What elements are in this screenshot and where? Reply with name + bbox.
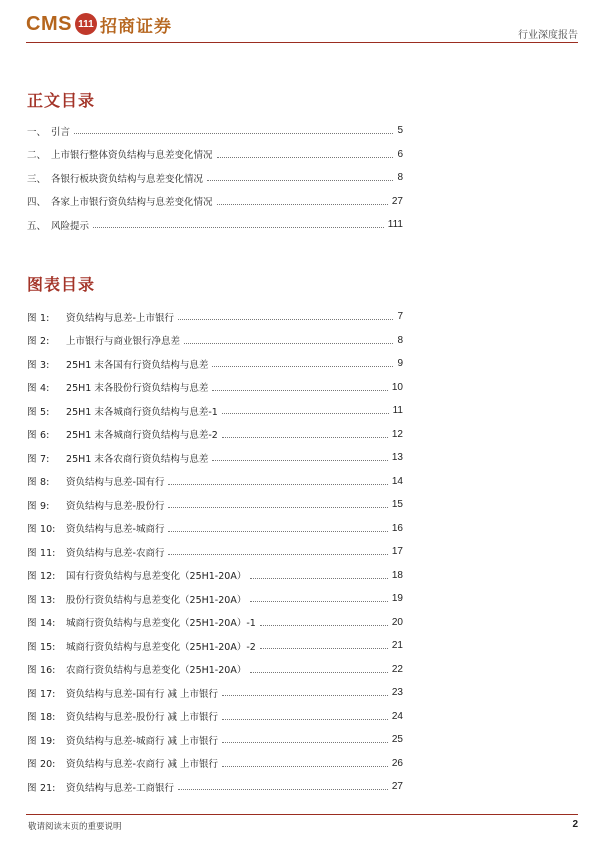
- toc-list: [27, 119, 403, 237]
- dot-leader: [207, 180, 393, 181]
- figure-label: 资负结构与息差-国有行: [66, 477, 165, 489]
- toc-number: 四、: [27, 197, 47, 209]
- figure-entry[interactable]: [27, 564, 403, 588]
- entry-label-group: [27, 592, 248, 606]
- page-ref: 8: [397, 334, 403, 346]
- entry-label-group: [27, 756, 220, 770]
- page-ref: 6: [397, 148, 403, 160]
- page-ref: 21: [391, 640, 403, 652]
- entry-label-group: [27, 709, 220, 723]
- figure-prefix: 图: [27, 688, 37, 700]
- figure-prefix: 图: [27, 712, 37, 724]
- figure-entry[interactable]: [27, 634, 403, 658]
- dot-leader: [260, 625, 388, 626]
- figure-entry[interactable]: [27, 470, 403, 494]
- figure-entry[interactable]: [27, 728, 403, 752]
- toc-number: 五、: [27, 220, 47, 232]
- figure-entry[interactable]: [27, 775, 403, 799]
- entry-label-group: [27, 474, 166, 488]
- figure-number: 17:: [40, 688, 56, 700]
- figure-number: 10:: [40, 524, 56, 536]
- figure-prefix: 图: [27, 618, 37, 630]
- figure-prefix: 图: [27, 406, 37, 418]
- toc-number: 三、: [27, 173, 47, 185]
- dot-leader: [212, 460, 388, 461]
- figure-prefix: 图: [27, 641, 37, 653]
- entry-label-group: [27, 521, 166, 535]
- dot-leader: [217, 157, 394, 158]
- entry-label-group: [27, 404, 220, 418]
- entry-label-group: [27, 686, 220, 700]
- dot-leader: [168, 531, 387, 532]
- entry-label-group: [27, 147, 215, 161]
- logo-latin-text: CMS: [26, 12, 72, 35]
- dot-leader: [168, 484, 387, 485]
- figure-label: 25H1 末各股份行资负结构与息差: [66, 383, 209, 395]
- page-ref: 25: [391, 734, 403, 746]
- figure-number: 11:: [40, 547, 56, 559]
- page-ref: 17: [391, 546, 403, 558]
- page-ref: 23: [391, 687, 403, 699]
- toc-label: 风险提示: [51, 220, 90, 232]
- figure-entry[interactable]: [27, 329, 403, 353]
- figure-prefix: 图: [27, 359, 37, 371]
- page-ref: 10: [391, 381, 403, 393]
- toc-label: 上市银行整体资负结构与息差变化情况: [51, 150, 213, 162]
- page-ref: 12: [391, 428, 403, 440]
- figure-number: 1:: [40, 312, 50, 324]
- figure-label: 资负结构与息差-股份行: [66, 500, 165, 512]
- dot-leader: [184, 343, 393, 344]
- page-ref: 14: [391, 475, 403, 487]
- page-ref: 20: [391, 616, 403, 628]
- figure-entry[interactable]: [27, 399, 403, 423]
- toc-entry[interactable]: [27, 143, 403, 167]
- entry-label-group: [27, 498, 166, 512]
- figure-prefix: 图: [27, 383, 37, 395]
- figure-entry[interactable]: [27, 752, 403, 776]
- page-header: [0, 0, 600, 44]
- figure-entry[interactable]: [27, 446, 403, 470]
- figure-label: 资负结构与息差-国有行 减 上市银行: [66, 688, 218, 700]
- footer-divider: [26, 814, 578, 815]
- figure-label: 国有行资负结构与息差变化（25H1-20A）: [66, 571, 247, 583]
- figure-entry[interactable]: [27, 681, 403, 705]
- figure-label: 农商行资负结构与息差变化（25H1-20A）: [66, 665, 247, 677]
- toc-label: 引言: [51, 126, 71, 138]
- page-ref: 9: [397, 358, 403, 370]
- figure-prefix: 图: [27, 665, 37, 677]
- figure-entry[interactable]: [27, 493, 403, 517]
- figure-entry[interactable]: [27, 517, 403, 541]
- toc-entry[interactable]: [27, 166, 403, 190]
- entry-label-group: [27, 218, 91, 232]
- figure-prefix: 图: [27, 477, 37, 489]
- figure-number: 13:: [40, 594, 56, 606]
- dot-leader: [222, 695, 388, 696]
- figure-label: 资负结构与息差-工商银行: [66, 782, 174, 794]
- figure-entry[interactable]: [27, 705, 403, 729]
- company-logo: [26, 12, 172, 36]
- page-ref: 26: [391, 757, 403, 769]
- header-divider: [26, 42, 578, 43]
- dot-leader: [222, 742, 388, 743]
- dot-leader: [260, 648, 388, 649]
- entry-label-group: [27, 733, 220, 747]
- page-ref: 111: [387, 219, 403, 231]
- figure-number: 21:: [40, 782, 56, 794]
- page-ref: 15: [391, 499, 403, 511]
- figure-label: 城商行资负结构与息差变化（25H1-20A）-1: [66, 618, 256, 630]
- entry-label-group: [27, 380, 210, 394]
- figure-entry[interactable]: [27, 305, 403, 329]
- entry-label-group: [27, 171, 205, 185]
- dot-leader: [168, 507, 387, 508]
- entry-label-group: [27, 357, 210, 371]
- page-ref: 13: [391, 452, 403, 464]
- figure-prefix: 图: [27, 430, 37, 442]
- dot-leader: [212, 366, 393, 367]
- figure-prefix: 图: [27, 524, 37, 536]
- dot-leader: [217, 204, 388, 205]
- figure-entry[interactable]: [27, 540, 403, 564]
- figure-number: 14:: [40, 618, 56, 630]
- figure-number: 6:: [40, 430, 50, 442]
- entry-label-group: [27, 194, 215, 208]
- toc-entry[interactable]: [27, 213, 403, 237]
- figure-number: 19:: [40, 735, 56, 747]
- figure-prefix: 图: [27, 782, 37, 794]
- figure-entry[interactable]: [27, 611, 403, 635]
- dot-leader: [250, 578, 388, 579]
- page-ref: 16: [391, 522, 403, 534]
- toc-entry[interactable]: [27, 190, 403, 214]
- dot-leader: [250, 601, 388, 602]
- entry-label-group: [27, 333, 182, 347]
- figure-label: 城商行资负结构与息差变化（25H1-20A）-2: [66, 641, 256, 653]
- page-ref: 8: [397, 172, 403, 184]
- figure-entry[interactable]: [27, 587, 403, 611]
- page-ref: 19: [391, 593, 403, 605]
- entry-label-group: [27, 310, 176, 324]
- dot-leader: [222, 766, 388, 767]
- figure-prefix: 图: [27, 453, 37, 465]
- entry-label-group: [27, 615, 258, 629]
- figure-prefix: 图: [27, 594, 37, 606]
- figure-entry[interactable]: [27, 352, 403, 376]
- entry-label-group: [27, 780, 176, 794]
- figure-label: 股份行资负结构与息差变化（25H1-20A）: [66, 594, 247, 606]
- dot-leader: [178, 319, 393, 320]
- figure-prefix: 图: [27, 547, 37, 559]
- figure-label: 25H1 末各城商行资负结构与息差-2: [66, 430, 218, 442]
- page-number: 2: [572, 819, 578, 830]
- figure-entry[interactable]: [27, 376, 403, 400]
- entry-label-group: [27, 427, 220, 441]
- page-ref: 27: [391, 195, 403, 207]
- figure-entry[interactable]: [27, 658, 403, 682]
- dot-leader: [74, 133, 393, 134]
- figure-label: 资负结构与息差-城商行 减 上市银行: [66, 735, 218, 747]
- toc-title: 正文目录: [27, 91, 96, 110]
- figure-number: 20:: [40, 759, 56, 771]
- figure-number: 4:: [40, 383, 50, 395]
- dot-leader: [222, 437, 388, 438]
- dot-leader: [212, 390, 388, 391]
- dot-leader: [93, 227, 384, 228]
- entry-label-group: [27, 451, 210, 465]
- dot-leader: [168, 554, 387, 555]
- page-ref: 24: [391, 710, 403, 722]
- entry-label-group: [27, 568, 248, 582]
- entry-label-group: [27, 545, 166, 559]
- figure-number: 15:: [40, 641, 56, 653]
- figure-prefix: 图: [27, 500, 37, 512]
- page-ref: 22: [391, 663, 403, 675]
- figures-list: [27, 305, 403, 799]
- page-ref: 11: [392, 405, 403, 417]
- page-ref: 27: [391, 781, 403, 793]
- figure-prefix: 图: [27, 759, 37, 771]
- entry-label-group: [27, 639, 258, 653]
- figure-prefix: 图: [27, 571, 37, 583]
- entry-label-group: [27, 124, 72, 138]
- toc-number: 一、: [27, 126, 47, 138]
- figure-number: 3:: [40, 359, 50, 371]
- report-type: 行业深度报告: [518, 30, 578, 41]
- logo-chinese-text: 招商证券: [99, 16, 172, 37]
- figure-number: 8:: [40, 477, 50, 489]
- figure-entry[interactable]: [27, 423, 403, 447]
- figure-label: 资负结构与息差-农商行 减 上市银行: [66, 759, 218, 771]
- toc-label: 各家上市银行资负结构与息差变化情况: [51, 197, 213, 209]
- footer-disclaimer: 敬请阅读末页的重要说明: [28, 822, 122, 832]
- figure-number: 5:: [40, 406, 50, 418]
- toc-entry[interactable]: [27, 119, 403, 143]
- figure-prefix: 图: [27, 735, 37, 747]
- figure-label: 资负结构与息差-股份行 减 上市银行: [66, 712, 218, 724]
- toc-label: 各银行板块资负结构与息差变化情况: [51, 173, 204, 185]
- figure-label: 资负结构与息差-上市银行: [66, 312, 174, 324]
- dot-leader: [250, 672, 388, 673]
- dot-leader: [222, 719, 388, 720]
- figure-number: 7:: [40, 453, 50, 465]
- figure-number: 9:: [40, 500, 50, 512]
- figure-label: 资负结构与息差-农商行: [66, 547, 165, 559]
- toc-number: 二、: [27, 150, 47, 162]
- dot-leader: [178, 789, 388, 790]
- figure-label: 25H1 末各农商行资负结构与息差: [66, 453, 209, 465]
- figure-number: 18:: [40, 712, 56, 724]
- figure-prefix: 图: [27, 336, 37, 348]
- figure-number: 16:: [40, 665, 56, 677]
- entry-label-group: [27, 662, 248, 676]
- logo-mark-icon: 111: [75, 13, 97, 35]
- page-ref: 5: [397, 125, 403, 137]
- figure-number: 2:: [40, 336, 50, 348]
- figure-label: 资负结构与息差-城商行: [66, 524, 165, 536]
- page-ref: 7: [397, 311, 403, 323]
- figure-number: 12:: [40, 571, 56, 583]
- page-ref: 18: [391, 569, 403, 581]
- figure-label: 25H1 末各城商行资负结构与息差-1: [66, 406, 218, 418]
- figures-title: 图表目录: [27, 275, 96, 294]
- figure-prefix: 图: [27, 312, 37, 324]
- figure-label: 25H1 末各国有行资负结构与息差: [66, 359, 209, 371]
- figure-label: 上市银行与商业银行净息差: [66, 336, 181, 348]
- dot-leader: [222, 413, 389, 414]
